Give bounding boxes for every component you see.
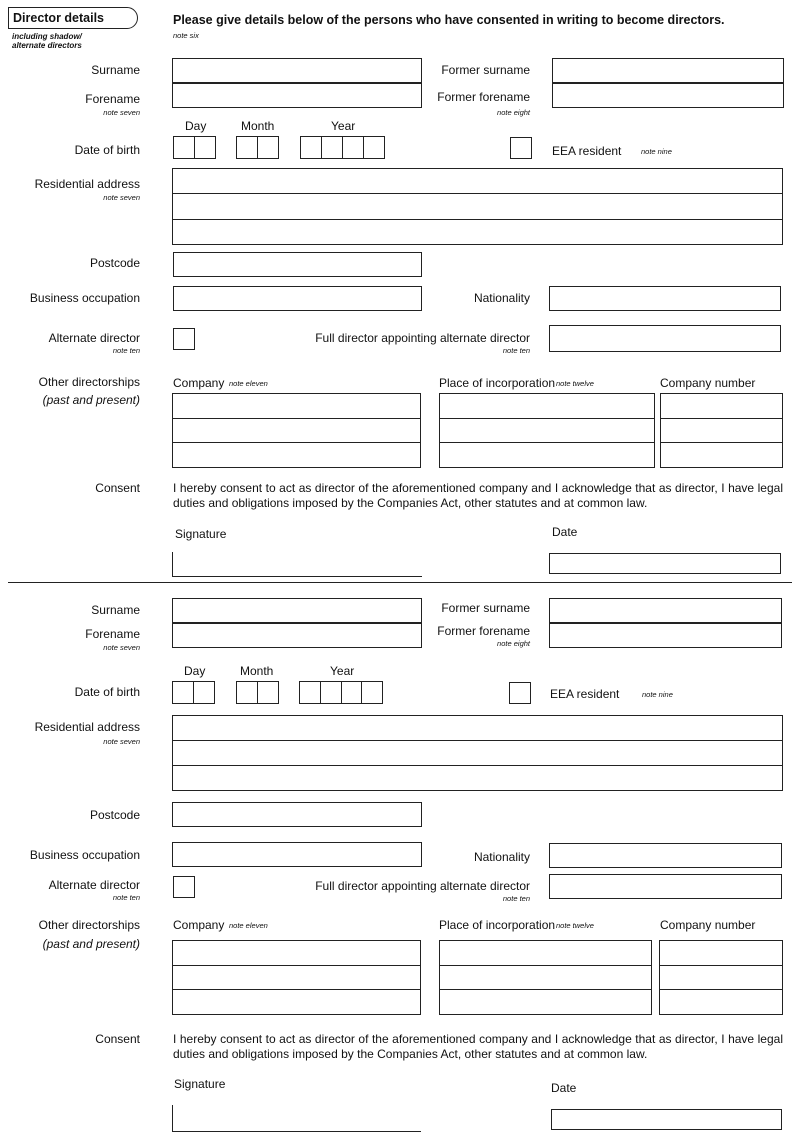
former-forename-label: Former forename bbox=[437, 624, 530, 638]
company-field[interactable] bbox=[172, 940, 421, 1015]
alternate-director-label: Alternate director bbox=[48, 878, 140, 892]
former-forename-field[interactable] bbox=[552, 83, 784, 108]
company-note: note eleven bbox=[229, 921, 268, 930]
dob-month-field[interactable] bbox=[236, 681, 279, 704]
alternate-director-note: note ten bbox=[112, 893, 140, 902]
former-surname-label: Former surname bbox=[441, 601, 530, 615]
business-occupation-label: Business occupation bbox=[29, 848, 140, 862]
alternate-director-checkbox[interactable] bbox=[173, 876, 195, 898]
postcode-field[interactable] bbox=[173, 252, 422, 277]
place-of-incorporation-label: Place of incorporation bbox=[439, 376, 556, 390]
signature-field[interactable] bbox=[172, 1105, 421, 1132]
former-forename-note: note eight bbox=[497, 639, 530, 648]
company-label: Company bbox=[173, 918, 225, 932]
company-number-label: Company number bbox=[660, 918, 756, 932]
consent-label: Consent bbox=[95, 1032, 140, 1046]
year-label: Year bbox=[330, 664, 355, 678]
former-surname-label: Former surname bbox=[441, 63, 530, 77]
business-occupation-field[interactable] bbox=[173, 286, 422, 311]
signature-label: Signature bbox=[175, 527, 227, 541]
nationality-field[interactable] bbox=[549, 843, 782, 868]
former-forename-note: note eight bbox=[497, 108, 530, 117]
former-surname-field[interactable] bbox=[549, 598, 782, 623]
surname-field[interactable] bbox=[172, 58, 422, 83]
nationality-label: Nationality bbox=[473, 291, 530, 305]
section-divider bbox=[8, 582, 792, 583]
residential-address-field[interactable] bbox=[172, 168, 783, 245]
consent-text: I hereby consent to act as director of the aforementioned company and I acknowledge that as director, I have legal duties and obligations imposed by the Companies Act, other statutes and at common law. bbox=[173, 481, 783, 510]
business-occupation-field[interactable] bbox=[172, 842, 422, 867]
month-label: Month bbox=[241, 119, 275, 133]
section-subtitle-line1: including shadow/ bbox=[12, 32, 82, 41]
date-field[interactable] bbox=[551, 1109, 782, 1130]
other-directorships-label: Other directorships bbox=[38, 918, 140, 932]
date-label: Date bbox=[551, 1081, 577, 1095]
forename-note: note seven bbox=[103, 108, 140, 117]
section-title: Director details bbox=[8, 7, 138, 29]
residential-address-label: Residential address bbox=[34, 177, 140, 191]
date-of-birth-label: Date of birth bbox=[74, 685, 140, 699]
alternate-director-label: Alternate director bbox=[48, 331, 140, 345]
dob-year-field[interactable] bbox=[299, 681, 383, 704]
surname-label: Surname bbox=[91, 63, 140, 77]
nationality-field[interactable] bbox=[549, 286, 781, 311]
eea-resident-note: note nine bbox=[642, 690, 673, 699]
company-number-field[interactable] bbox=[660, 393, 783, 468]
past-and-present-label: (past and present) bbox=[42, 393, 140, 407]
instruction-note: note six bbox=[173, 31, 199, 40]
forename-note: note seven bbox=[103, 643, 140, 652]
forename-field[interactable] bbox=[172, 623, 422, 648]
former-forename-field[interactable] bbox=[549, 623, 782, 648]
forename-field[interactable] bbox=[172, 83, 422, 108]
eea-resident-label: EEA resident bbox=[550, 687, 620, 701]
day-label: Day bbox=[184, 664, 206, 678]
company-note: note eleven bbox=[229, 379, 268, 388]
full-director-field[interactable] bbox=[549, 325, 781, 352]
section-subtitle-line2: alternate directors bbox=[12, 41, 82, 50]
dob-year-field[interactable] bbox=[300, 136, 385, 159]
past-and-present-label: (past and present) bbox=[42, 937, 140, 951]
eea-resident-checkbox[interactable] bbox=[509, 682, 531, 704]
residential-address-note: note seven bbox=[103, 737, 140, 746]
company-number-field[interactable] bbox=[659, 940, 783, 1015]
year-label: Year bbox=[331, 119, 356, 133]
place-of-incorporation-note: note twelve bbox=[556, 379, 594, 388]
residential-address-field[interactable] bbox=[172, 715, 783, 791]
full-director-label: Full director appointing alternate director bbox=[315, 331, 530, 345]
day-label: Day bbox=[185, 119, 207, 133]
date-label: Date bbox=[552, 525, 578, 539]
surname-label: Surname bbox=[91, 603, 140, 617]
place-of-incorporation-field[interactable] bbox=[439, 940, 652, 1015]
consent-text: I hereby consent to act as director of the aforementioned company and I acknowledge that as director, I have legal duties and obligations imposed by the Companies Act, other statutes and at common law. bbox=[173, 1032, 783, 1061]
month-label: Month bbox=[240, 664, 274, 678]
dob-day-field[interactable] bbox=[172, 681, 215, 704]
other-directorships-label: Other directorships bbox=[38, 375, 140, 389]
date-field[interactable] bbox=[549, 553, 781, 574]
signature-label: Signature bbox=[174, 1077, 226, 1091]
place-of-incorporation-field[interactable] bbox=[439, 393, 655, 468]
date-of-birth-label: Date of birth bbox=[74, 143, 140, 157]
forename-label: Forename bbox=[85, 627, 140, 641]
company-field[interactable] bbox=[172, 393, 421, 468]
eea-resident-label: EEA resident bbox=[552, 144, 622, 158]
full-director-label: Full director appointing alternate director bbox=[315, 879, 530, 893]
postcode-field[interactable] bbox=[172, 802, 422, 827]
dob-month-field[interactable] bbox=[236, 136, 279, 159]
signature-field[interactable] bbox=[172, 552, 422, 577]
former-surname-field[interactable] bbox=[552, 58, 784, 83]
place-of-incorporation-label: Place of incorporation bbox=[439, 918, 556, 932]
consent-label: Consent bbox=[95, 481, 140, 495]
business-occupation-label: Business occupation bbox=[29, 291, 140, 305]
forename-label: Forename bbox=[85, 92, 140, 106]
instruction-heading: Please give details below of the persons who have consented in writing to become directors. bbox=[173, 13, 725, 27]
company-number-label: Company number bbox=[660, 376, 756, 390]
full-director-field[interactable] bbox=[549, 874, 782, 899]
full-director-note: note ten bbox=[502, 346, 530, 355]
place-of-incorporation-note: note twelve bbox=[556, 921, 594, 930]
dob-day-field[interactable] bbox=[173, 136, 216, 159]
eea-resident-note: note nine bbox=[641, 147, 672, 156]
eea-resident-checkbox[interactable] bbox=[510, 137, 532, 159]
alternate-director-note: note ten bbox=[112, 346, 140, 355]
company-label: Company bbox=[173, 376, 225, 390]
nationality-label: Nationality bbox=[473, 850, 530, 864]
postcode-label: Postcode bbox=[89, 808, 140, 822]
residential-address-label: Residential address bbox=[34, 720, 140, 734]
alternate-director-checkbox[interactable] bbox=[173, 328, 195, 350]
surname-field[interactable] bbox=[172, 598, 422, 623]
former-forename-label: Former forename bbox=[437, 90, 530, 104]
postcode-label: Postcode bbox=[89, 256, 140, 270]
full-director-note: note ten bbox=[502, 894, 530, 903]
residential-address-note: note seven bbox=[103, 193, 140, 202]
